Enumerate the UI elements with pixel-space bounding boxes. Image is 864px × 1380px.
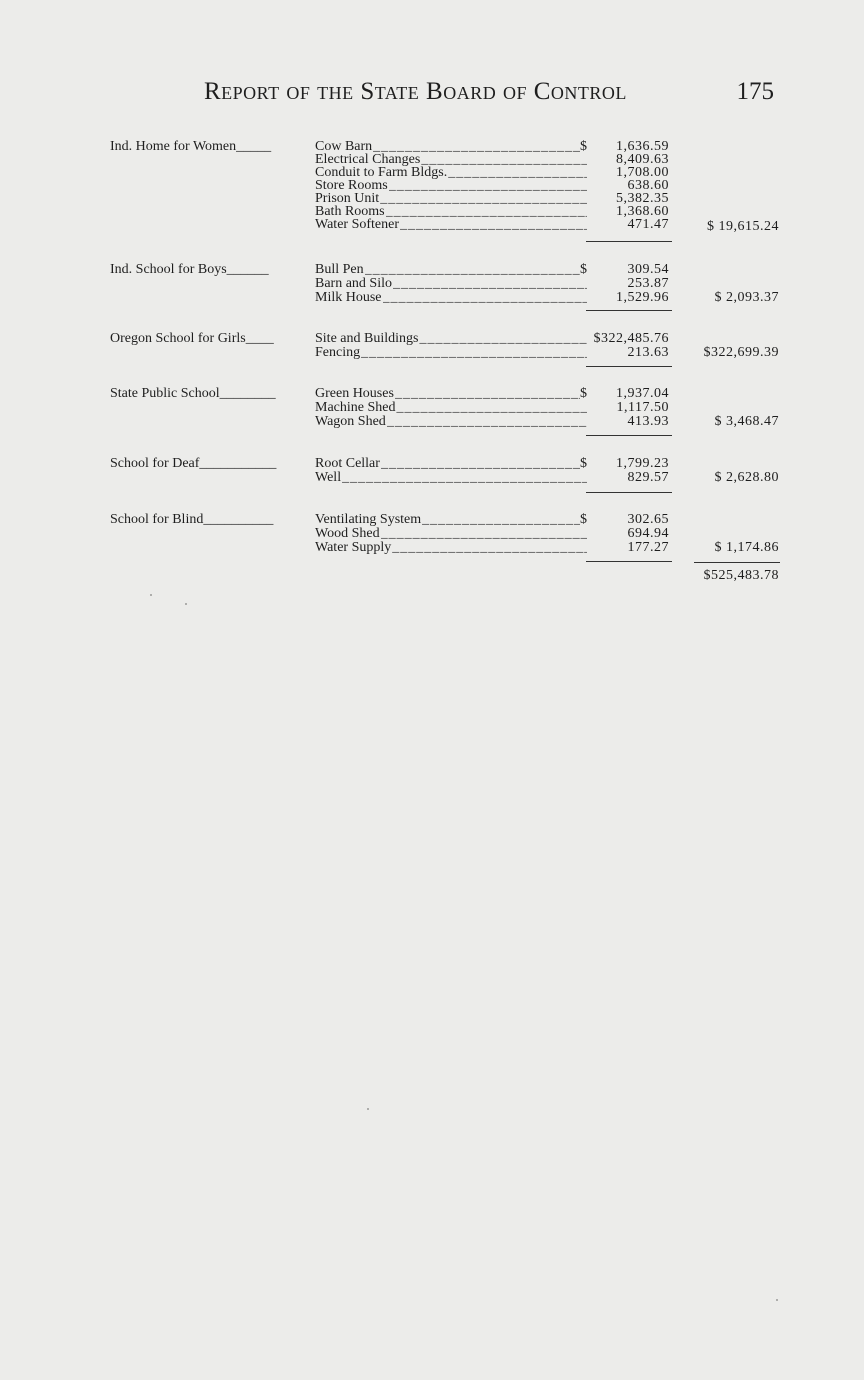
group-subtotal: $ 1,174.86 [714, 540, 779, 555]
line-amount: 829.57 [627, 470, 669, 485]
scan-speck [367, 1108, 369, 1110]
line-item: Store Rooms _____ [315, 178, 587, 193]
line-item: Water Softener _____ [315, 217, 587, 232]
line-item: Prison Unit _____ [315, 191, 587, 206]
line-item: Electrical Changes _____ [315, 152, 587, 167]
line-item: Bath Rooms _____ [315, 204, 587, 219]
line-item: Conduit to Farm Bldgs. _____ [315, 165, 587, 180]
institution-name: School for Blind__________ [110, 512, 274, 527]
line-amount: 1,636.59 [616, 139, 669, 154]
line-item: Machine Shed _____ [315, 400, 587, 415]
line-amount: 1,529.96 [616, 290, 669, 305]
institution-name: Oregon School for Girls____ [110, 331, 274, 346]
line-amount: 302.65 [627, 512, 669, 527]
line-amount: 309.54 [627, 262, 669, 277]
line-amount: 1,937.04 [616, 386, 669, 401]
page-header [204, 78, 774, 112]
line-item: Cow Barn _____ $ [315, 139, 587, 154]
subtotal-rule [586, 241, 672, 242]
line-amount: 1,799.23 [616, 456, 669, 471]
line-item: Milk House _____ [315, 290, 587, 305]
subtotal-rule [586, 310, 672, 311]
grand-total-rule [694, 562, 780, 563]
page-title: Report of the State Board of Control [204, 78, 627, 105]
institution-name: Ind. School for Boys______ [110, 262, 269, 277]
subtotal-rule [586, 435, 672, 436]
line-item: Fencing _____ [315, 345, 587, 360]
line-item: Ventilating System _____ $ [315, 512, 587, 527]
line-item: Site and Buildings _____ [315, 331, 587, 346]
line-amount: 471.47 [627, 217, 669, 232]
institution-name: State Public School________ [110, 386, 276, 401]
line-item: Water Supply _____ [315, 540, 587, 555]
line-amount: 1,368.60 [616, 204, 669, 219]
line-amount: 1,117.50 [616, 400, 669, 415]
subtotal-rule [586, 561, 672, 562]
group-subtotal: $ 2,093.37 [714, 290, 779, 305]
line-amount: $322,485.76 [593, 331, 669, 346]
line-amount: 413.93 [627, 414, 669, 429]
group-subtotal: $ 2,628.80 [714, 470, 779, 485]
line-item: Well _____ [315, 470, 587, 485]
subtotal-rule [586, 366, 672, 367]
group-subtotal: $ 19,615.24 [707, 219, 779, 234]
line-item: Wagon Shed _____ [315, 414, 587, 429]
grand-total: $525,483.78 [703, 568, 779, 583]
scan-speck [185, 603, 187, 605]
line-item: Green Houses _____ $ [315, 386, 587, 401]
page-number: 175 [736, 78, 774, 105]
line-amount: 638.60 [627, 178, 669, 193]
group-subtotal: $ 3,468.47 [714, 414, 779, 429]
line-item: Root Cellar _____ $ [315, 456, 587, 471]
group-subtotal: $322,699.39 [703, 345, 779, 360]
line-item: Wood Shed _____ [315, 526, 587, 541]
scan-speck [776, 1299, 778, 1301]
institution-name: School for Deaf___________ [110, 456, 277, 471]
line-amount: 5,382.35 [616, 191, 669, 206]
line-amount: 1,708.00 [616, 165, 669, 180]
line-amount: 8,409.63 [616, 152, 669, 167]
institution-name: Ind. Home for Women_____ [110, 139, 272, 154]
scan-speck [150, 594, 152, 596]
line-amount: 253.87 [627, 276, 669, 291]
line-amount: 213.63 [627, 345, 669, 360]
line-amount: 177.27 [627, 540, 669, 555]
line-item: Bull Pen _____ $ [315, 262, 587, 277]
line-item: Barn and Silo _____ [315, 276, 587, 291]
line-amount: 694.94 [627, 526, 669, 541]
subtotal-rule [586, 492, 672, 493]
